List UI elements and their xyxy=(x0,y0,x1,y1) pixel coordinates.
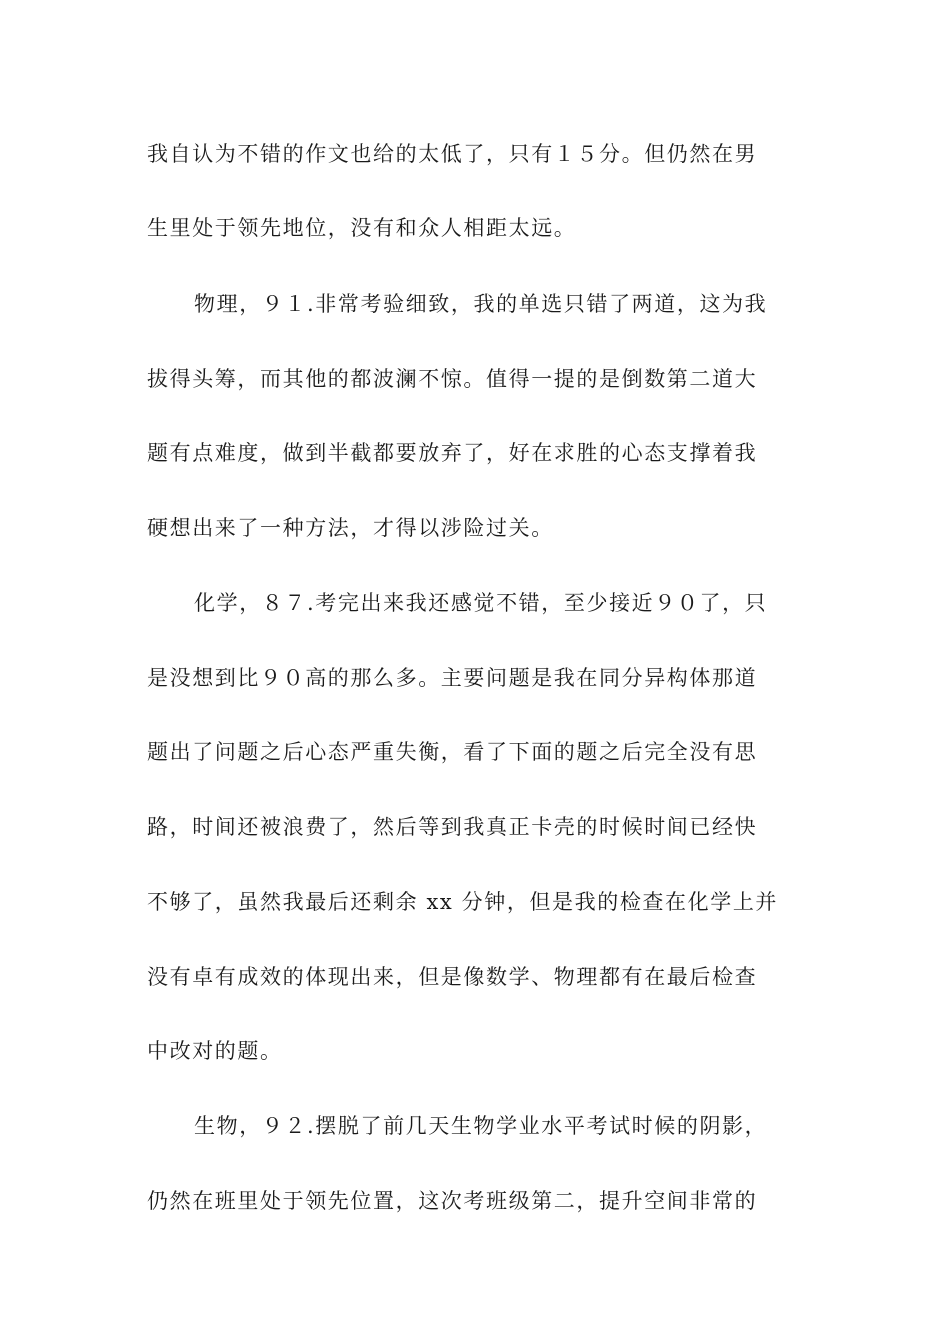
text-line-12: 没有卓有成效的体现出来，但是像数学、物理都有在最后检查 xyxy=(147,965,758,989)
text-line-1: 我自认为不错的作文也给的太低了，只有１５分。但仍然在男 xyxy=(147,142,758,166)
text-line-2: 生里处于领先地位，没有和众人相距太远。 xyxy=(147,216,577,240)
text-line-9: 题出了问题之后心态严重失衡，看了下面的题之后完全没有思 xyxy=(147,740,758,764)
text-line-5: 题有点难度，做到半截都要放弃了，好在求胜的心态支撑着我 xyxy=(147,441,758,465)
text-line-13: 中改对的题。 xyxy=(147,1039,283,1063)
text-line-10: 路，时间还被浪费了，然后等到我真正卡壳的时候时间已经快 xyxy=(147,815,758,839)
text-line-11: 不够了，虽然我最后还剩余 xx 分钟，但是我的检查在化学上并 xyxy=(147,890,779,914)
text-line-6: 硬想出来了一种方法，才得以涉险过关。 xyxy=(147,516,554,540)
paragraph-physics-line-1: 物理，９１.非常考验细致，我的单选只错了两道，这为我 xyxy=(194,292,768,316)
text-line-4: 拔得头筹，而其他的都波澜不惊。值得一提的是倒数第二道大 xyxy=(147,367,758,391)
text-line-15: 仍然在班里处于领先位置，这次考班级第二，提升空间非常的 xyxy=(147,1189,758,1213)
paragraph-chemistry-line-1: 化学，８７.考完出来我还感觉不错，至少接近９０了，只 xyxy=(194,591,768,615)
text-line-8: 是没想到比９０高的那么多。主要问题是我在同分异构体那道 xyxy=(147,666,758,690)
paragraph-biology-line-1: 生物，９２.摆脱了前几天生物学业水平考试时候的阴影， xyxy=(194,1114,768,1138)
